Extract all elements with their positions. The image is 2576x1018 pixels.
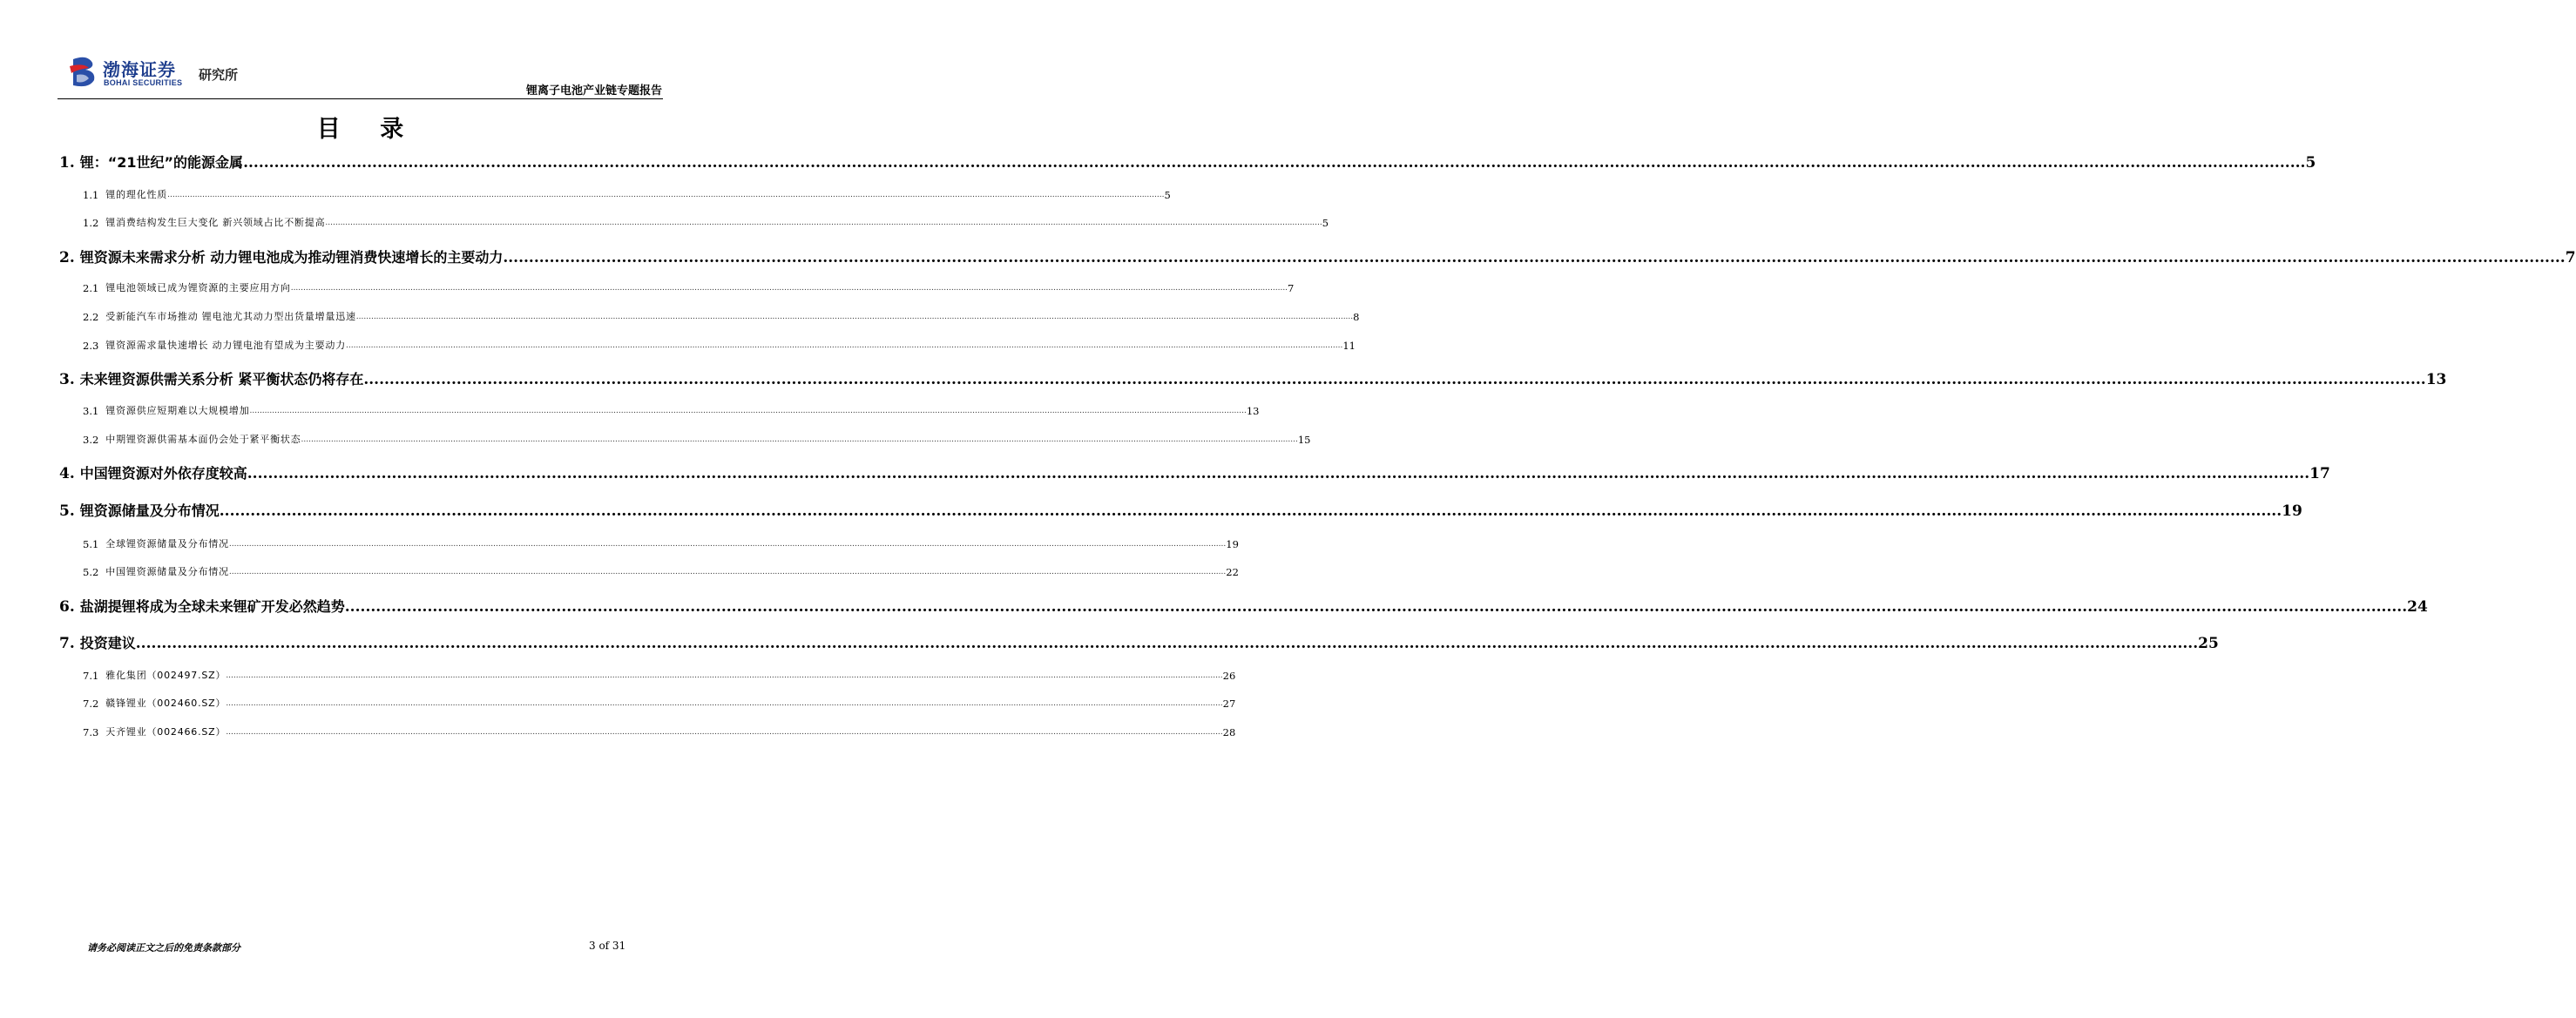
toc-entry-page: 22 <box>1226 566 1239 578</box>
toc-entry-section[interactable] <box>59 404 1260 418</box>
toc-entry-section[interactable] <box>59 537 1239 551</box>
toc-dot-leader: ................................................................................................................................................................................................................................................................................................................................................................................................................ <box>243 154 2306 172</box>
toc-entry-label: 锂资源储量及分布情况 <box>79 502 220 519</box>
toc-entry-number: 2.2 <box>83 311 99 323</box>
toc-entry-chapter[interactable] <box>59 597 2428 617</box>
toc-entry-chapter[interactable] <box>59 464 2330 483</box>
toc-entry-label: 锂：“21世纪”的能源金属 <box>79 154 244 171</box>
toc-entry-page: 13 <box>1246 405 1260 417</box>
toc-entry-label: 锂电池领域已成为锂资源的主要应用方向 <box>105 282 291 293</box>
toc-entry-number: 1.2 <box>83 217 99 229</box>
toc-entry-page: 17 <box>2309 465 2330 482</box>
toc-entry-label: 锂资源未来需求分析 动力锂电池成为推动锂消费快速增长的主要动力 <box>79 249 504 266</box>
toc-dot-leader: ................................................................................................................................................................................................................................................................................................................................................................................................................ <box>503 249 2566 266</box>
toc-entry-label: 锂资源供应短期难以大规模增加 <box>105 405 250 416</box>
footer-disclaimer: 请务必阅读正文之后的免责条款部分 <box>87 942 240 954</box>
toc-entry-label: 未来锂资源供需关系分析 紧平衡状态仍将存在 <box>79 371 364 388</box>
toc-dot-leader: ................................................................................................................................................................................................................................................................................................................................................................................................................ <box>226 671 1223 680</box>
toc-dot-leader: ................................................................................................................................................................................................................................................................................................................................................................................................................ <box>228 540 1227 549</box>
toc-entry-section[interactable] <box>59 669 1236 683</box>
toc-entry-section[interactable] <box>59 188 1171 202</box>
toc-entry-section[interactable] <box>59 433 1311 447</box>
toc-entry-label: 雅化集团（002497.SZ） <box>105 670 226 681</box>
toc-entry-label: 投资建议 <box>79 635 136 651</box>
toc-entry-section[interactable] <box>59 339 1356 353</box>
toc-entry-number: 2.3 <box>83 340 99 352</box>
toc-entry-page: 15 <box>1297 434 1311 446</box>
toc-entry-number: 3.1 <box>83 405 99 417</box>
toc-entry-chapter[interactable] <box>59 153 2316 172</box>
toc-entry-number: 2.1 <box>83 282 99 294</box>
toc-entry-page: 13 <box>2425 371 2447 388</box>
toc-entry-number: 1.1 <box>83 189 99 201</box>
toc-entry-number: 1. <box>59 154 75 172</box>
toc-entry-section[interactable] <box>59 565 1239 579</box>
toc-entry-page: 8 <box>1353 311 1360 323</box>
toc-entry-number: 6. <box>59 598 75 616</box>
toc-dot-leader: ................................................................................................................................................................................................................................................................................................................................................................................................................ <box>167 191 1165 199</box>
toc-entry-chapter[interactable] <box>59 370 2447 389</box>
toc-dot-leader: ................................................................................................................................................................................................................................................................................................................................................................................................................ <box>301 435 1298 444</box>
toc-entry-label: 受新能汽车市场推动 锂电池尤其动力型出货量增量迅速 <box>105 311 356 322</box>
toc-entry-label: 全球锂资源储量及分布情况 <box>105 538 229 549</box>
toc-entry-chapter[interactable] <box>59 634 2219 653</box>
toc-entry-section[interactable] <box>59 697 1236 711</box>
toc-entry-number: 5.1 <box>83 538 99 550</box>
toc-entry-page: 5 <box>1322 217 1329 229</box>
toc-dot-leader: ................................................................................................................................................................................................................................................................................................................................................................................................................ <box>226 728 1223 737</box>
toc-entry-section[interactable] <box>59 281 1295 295</box>
toc-dot-leader: ................................................................................................................................................................................................................................................................................................................................................................................................................ <box>344 598 2408 616</box>
toc-entry-page: 5 <box>2305 154 2316 172</box>
logo-english-name: BOHAI SECURITIES <box>104 78 183 87</box>
toc-dot-leader: ................................................................................................................................................................................................................................................................................................................................................................................................................ <box>363 371 2426 388</box>
toc-dot-leader: ................................................................................................................................................................................................................................................................................................................................................................................................................ <box>228 568 1227 576</box>
toc-entry-page: 28 <box>1222 726 1236 738</box>
toc-entry-page: 27 <box>1222 698 1236 710</box>
toc-entry-label: 中国锂资源储量及分布情况 <box>105 566 229 577</box>
toc-entry-label: 天齐锂业（002466.SZ） <box>105 726 226 738</box>
toc-entry-number: 7.3 <box>83 726 99 738</box>
toc-dot-leader: ................................................................................................................................................................................................................................................................................................................................................................................................................ <box>346 341 1343 350</box>
toc-entry-section[interactable] <box>59 310 1360 324</box>
toc-dot-leader: ................................................................................................................................................................................................................................................................................................................................................................................................................ <box>219 502 2282 520</box>
toc-entry-section[interactable] <box>59 725 1236 739</box>
toc-entry-page: 7 <box>1288 282 1295 294</box>
toc-entry-page: 19 <box>2282 502 2302 520</box>
toc-entry-page: 11 <box>1342 340 1356 352</box>
toc-entry-number: 2. <box>59 249 75 266</box>
toc-entry-page: 5 <box>1164 189 1171 201</box>
toc-dot-leader: ................................................................................................................................................................................................................................................................................................................................................................................................................ <box>135 635 2199 652</box>
toc-entry-number: 5.2 <box>83 566 99 578</box>
bohai-logo-icon <box>68 54 103 89</box>
toc-entry-label: 中国锂资源对外依存度较高 <box>79 465 247 482</box>
toc-dot-leader: ................................................................................................................................................................................................................................................................................................................................................................................................................ <box>325 219 1322 227</box>
header-divider <box>57 98 663 99</box>
toc-entry-number: 4. <box>59 465 75 482</box>
toc-dot-leader: ................................................................................................................................................................................................................................................................................................................................................................................................................ <box>226 699 1223 708</box>
toc-entry-page: 19 <box>1226 538 1239 550</box>
toc-entry-label: 锂的理化性质 <box>105 189 168 200</box>
toc-entry-section[interactable] <box>59 216 1329 230</box>
toc-dot-leader: ................................................................................................................................................................................................................................................................................................................................................................................................................ <box>247 465 2310 482</box>
toc-entry-number: 3.2 <box>83 434 99 446</box>
report-title: 锂离子电池产业链专题报告 <box>525 84 662 98</box>
toc-entry-page: 25 <box>2198 635 2219 652</box>
footer-page-number: 3 of 31 <box>589 940 626 952</box>
logo-institute: 研究所 <box>199 67 239 83</box>
toc-entry-number: 5. <box>59 502 75 520</box>
toc-dot-leader: ................................................................................................................................................................................................................................................................................................................................................................................................................ <box>249 407 1247 415</box>
toc-entry-label: 赣锋锂业（002460.SZ） <box>105 698 226 709</box>
toc-title: 目 录 <box>316 116 420 143</box>
toc-entry-number: 3. <box>59 371 75 388</box>
toc-entry-number: 7.1 <box>83 670 99 682</box>
toc-entry-chapter[interactable] <box>59 248 2576 267</box>
toc-entry-label: 锂资源需求量快速增长 动力锂电池有望成为主要动力 <box>105 340 346 351</box>
toc-entry-label: 锂消费结构发生巨大变化 新兴领域占比不断提高 <box>105 217 326 228</box>
toc-entry-number: 7.2 <box>83 698 99 710</box>
toc-entry-page: 7 <box>2565 249 2576 266</box>
page-header <box>0 0 720 103</box>
toc-dot-leader: ................................................................................................................................................................................................................................................................................................................................................................................................................ <box>290 284 1288 293</box>
toc-entry-page: 24 <box>2407 598 2428 616</box>
toc-entry-label: 中期锂资源供需基本面仍会处于紧平衡状态 <box>105 434 301 445</box>
logo-chinese-name: 渤海证券 <box>103 59 176 80</box>
toc-entry-number: 7. <box>59 635 75 652</box>
toc-dot-leader: ................................................................................................................................................................................................................................................................................................................................................................................................................ <box>355 313 1354 321</box>
toc-entry-chapter[interactable] <box>59 502 2302 521</box>
toc-entry-page: 26 <box>1222 670 1236 682</box>
toc-entry-label: 盐湖提锂将成为全球未来锂矿开发必然趋势 <box>79 598 345 615</box>
